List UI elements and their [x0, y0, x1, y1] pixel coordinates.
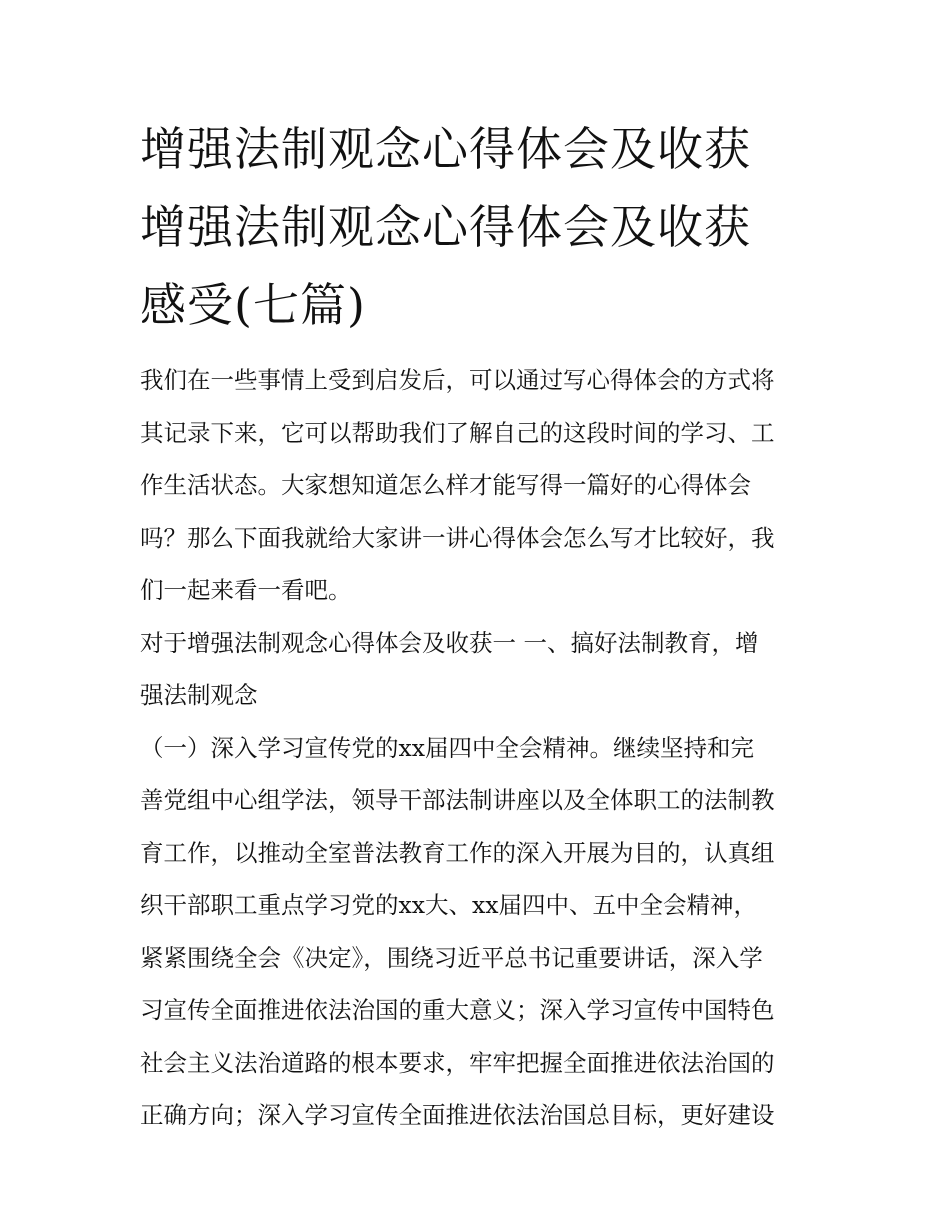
- document-title: [140, 110, 820, 344]
- text-line: 善党组中心组学法，领导干部法制讲座以及全体职工的法制教: [140, 786, 775, 814]
- document-page: [140, 110, 820, 1142]
- text-line: 吗？那么下面我就给大家讲一讲心得体会怎么写才比较好，我: [140, 523, 775, 552]
- text-line: 其记录下来，它可以帮助我们了解自己的这段时间的学习、工: [140, 418, 775, 447]
- document-body: [140, 354, 820, 1142]
- text-line: 织干部职工重点学习党的xx大、xx届四中、五中全会精神，: [140, 891, 758, 919]
- text-line: 紧紧围绕全会《决定》，围绕习近平总书记重要讲话，深入学: [140, 943, 763, 972]
- text-line: 我们在一些事情上受到启发后，可以通过写心得体会的方式将: [140, 366, 775, 394]
- text-line: 习宣传全面推进依法治国的重大意义；深入学习宣传中国特色: [140, 996, 775, 1024]
- text-line: 们一起来看一看吧。: [140, 576, 352, 604]
- text-line: 正确方向；深入学习宣传全面推进依法治国总目标，更好建设: [140, 1101, 775, 1129]
- section-heading-paragraph: [140, 617, 820, 722]
- text-line: 社会主义法治道路的根本要求，牢牢把握全面推进依法治国的: [140, 1048, 775, 1077]
- title-line: 增强法制观念心得体会及收获: [140, 200, 751, 254]
- body-paragraph: [140, 722, 820, 1142]
- title-line: 增强法制观念心得体会及收获: [140, 122, 751, 176]
- text-line: 强法制观念: [140, 681, 258, 709]
- text-line: （一）深入学习宣传党的xx届四中全会精神。继续坚持和完: [140, 733, 755, 762]
- text-line: 对于增强法制观念心得体会及收获一 一、搞好法制教育，增: [140, 628, 759, 657]
- title-line: 感受(七篇): [140, 278, 366, 332]
- text-line: 作生活状态。大家想知道怎么样才能写得一篇好的心得体会: [140, 471, 751, 499]
- text-line: 育工作，以推动全室普法教育工作的深入开展为目的，认真组: [140, 838, 775, 867]
- intro-paragraph: [140, 354, 820, 617]
